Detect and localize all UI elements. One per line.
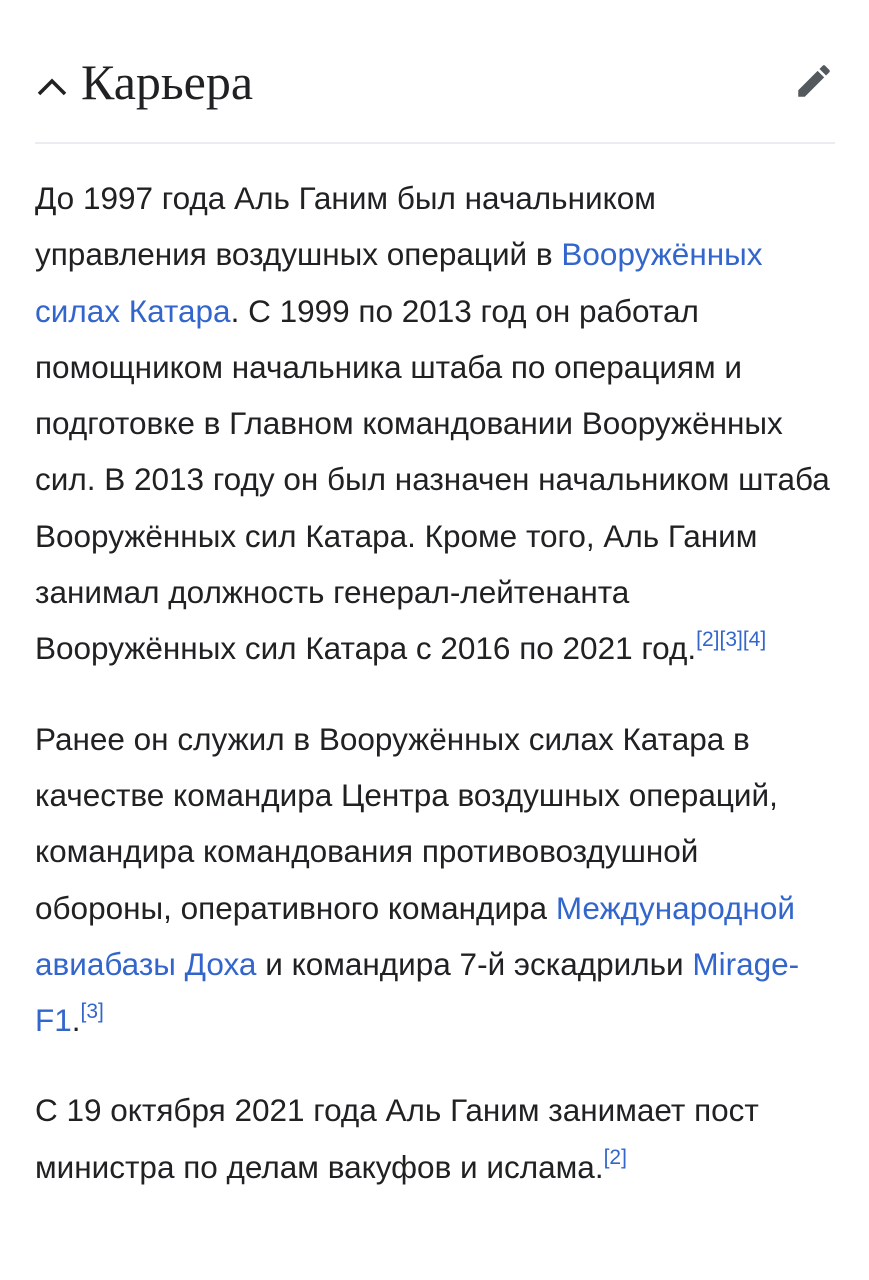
section-title[interactable]: Карьера (81, 54, 254, 110)
section-content (35, 170, 835, 1229)
pencil-icon[interactable] (793, 60, 835, 102)
reference-group (604, 1146, 627, 1169)
reference-3[interactable]: [3] (80, 999, 104, 1023)
reference-group (81, 1000, 104, 1023)
link-qatar-armed-forces[interactable]: Вооружённых силах Катара (35, 236, 763, 329)
paragraph-3 (35, 1082, 835, 1195)
reference-4[interactable]: [4] (742, 627, 767, 651)
paragraph-text: . С 1999 по 2013 год он работал помощником начальника штаба по операциям и подготовке в Главном командовании Вооружённых сил. В 2013 году он был назначен начальником штаба Вооружённых сил Катара. Кроме того, Аль Ганим занимал должность генерал-лейтенанта Вооружённых сил Катара с 2016 по 2021 год. (35, 292, 830, 667)
reference-2[interactable]: [2] (696, 627, 720, 651)
chevron-up-icon[interactable] (35, 70, 69, 104)
reference-3[interactable]: [3] (719, 627, 743, 651)
reference-2[interactable]: [2] (603, 1146, 627, 1170)
paragraph-1 (35, 170, 835, 677)
link-mirage-f1[interactable]: Mirage-F1 (35, 945, 800, 1039)
paragraph-text: До 1997 года Аль Ганим был начальником управления воздушных операций в (35, 180, 656, 273)
reference-group (696, 628, 766, 651)
section-header (35, 40, 835, 144)
paragraph-text: Ранее он служил в Вооружённых силах Катара в качестве командира Центра воздушных операций, командира командования противовоздушной обороны, оперативного командира (35, 720, 778, 926)
paragraph-text: С 19 октября 2021 года Аль Ганим занимает пост министра по делам вакуфов и ислама. (35, 1092, 759, 1185)
link-doha-airbase[interactable]: Международной авиабазы Доха (35, 889, 795, 982)
paragraph-2 (35, 711, 835, 1049)
paragraph-text: и командира 7-й эскадрильи (256, 945, 693, 982)
paragraph-text: . (71, 1002, 81, 1039)
